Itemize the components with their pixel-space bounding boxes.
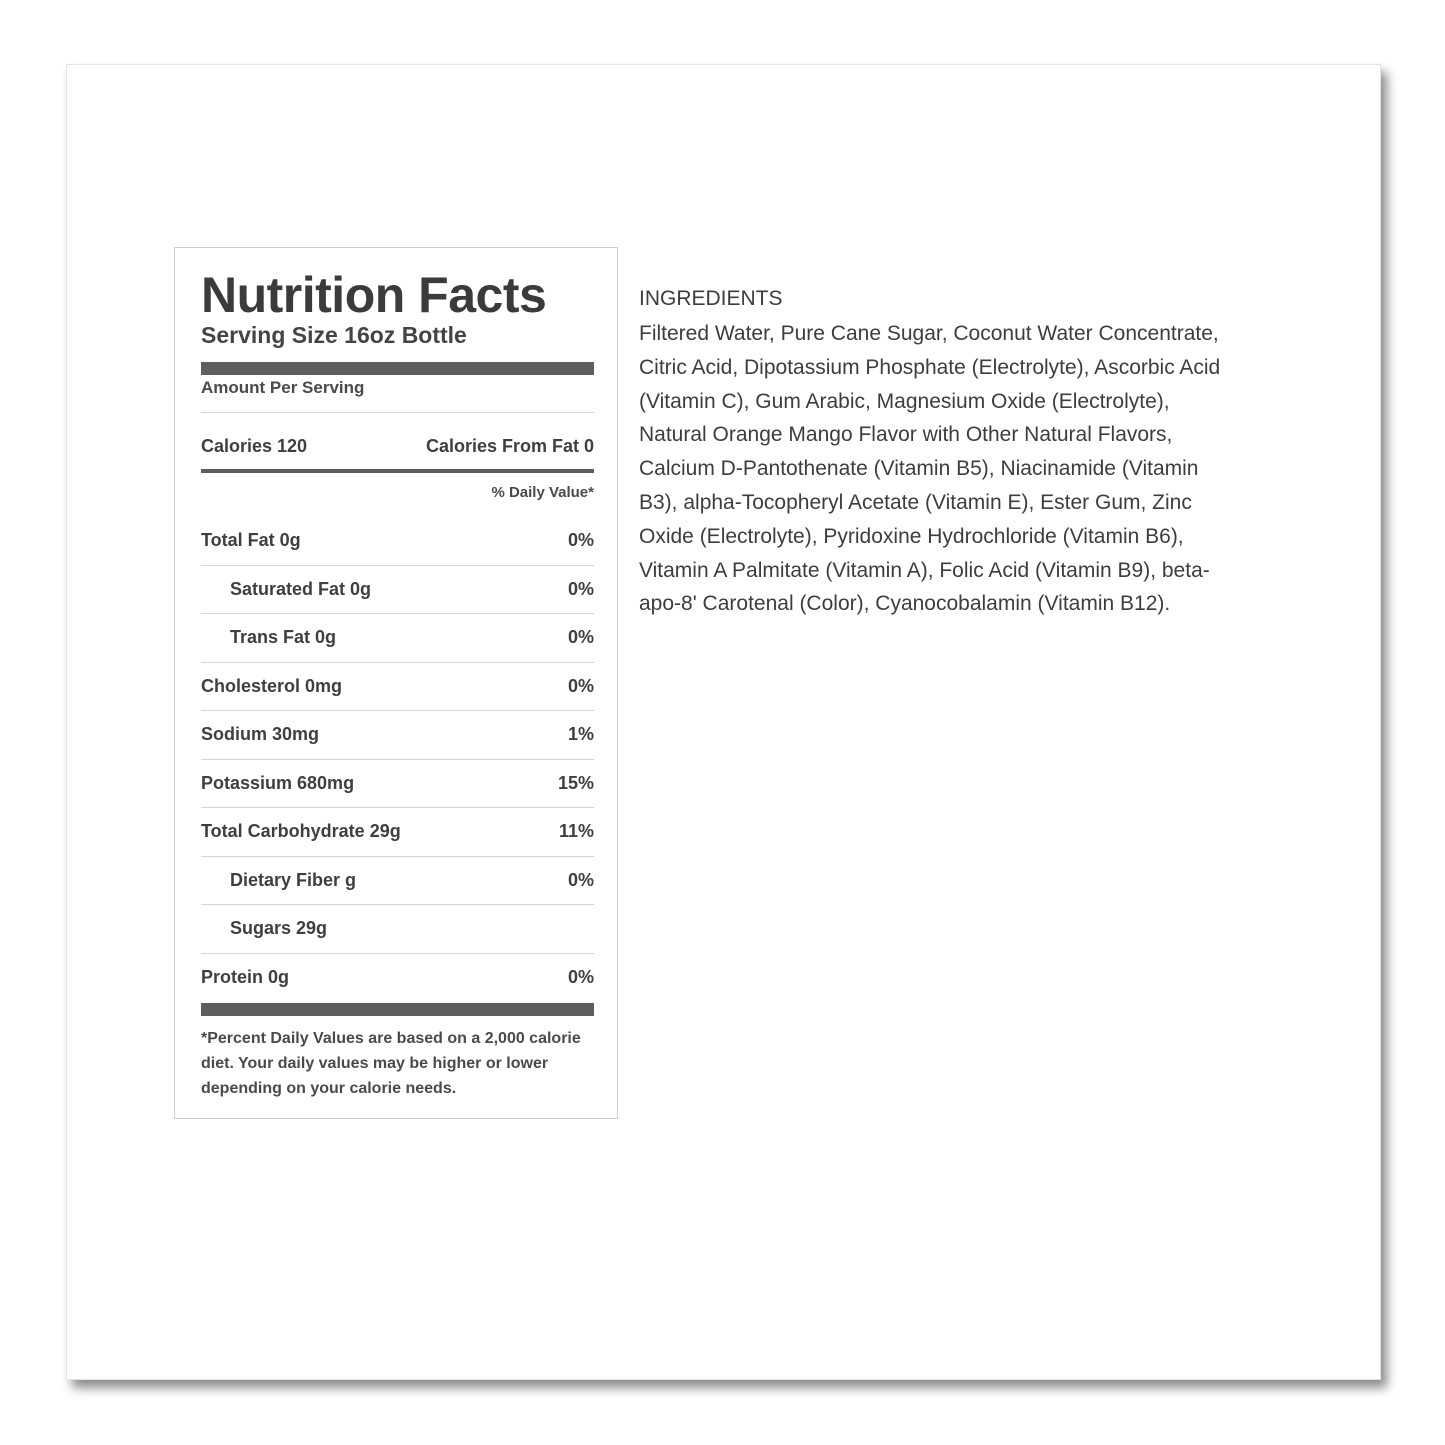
ingredients-heading: INGREDIENTS <box>639 287 783 310</box>
nutrient-daily-value: 0% <box>567 579 594 599</box>
nutrient-label: Sodium 30mg <box>201 724 320 744</box>
nutrient-row <box>201 627 594 653</box>
ingredients-line: Calcium D-Pantothenate (Vitamin B5), Niacinamide (Vitamin <box>639 457 1199 481</box>
nutrient-row <box>201 530 594 556</box>
divider <box>201 759 594 760</box>
nutrient-label: Potassium 680mg <box>201 773 355 793</box>
nutrient-label: Sugars 29g <box>230 918 328 938</box>
ingredients-line: B3), alpha-Tocopheryl Acetate (Vitamin E), Ester Gum, Zinc <box>639 490 1192 514</box>
nutrient-label: Protein 0g <box>201 967 290 987</box>
divider <box>201 662 594 663</box>
nutrient-daily-value: 15% <box>557 773 594 793</box>
nutrient-row <box>201 870 594 896</box>
serving-size: Serving Size 16oz Bottle <box>201 322 467 348</box>
thick-divider <box>201 362 594 375</box>
divider <box>201 412 594 413</box>
nutrient-row <box>201 773 594 799</box>
divider <box>201 710 594 711</box>
nutrient-label: Dietary Fiber g <box>230 870 357 890</box>
nutrient-daily-value: 0% <box>567 627 594 647</box>
nutrient-row <box>201 918 594 944</box>
nutrient-daily-value: 1% <box>567 724 594 744</box>
ingredients-line: Citric Acid, Dipotassium Phosphate (Electrolyte), Ascorbic Acid <box>639 355 1221 379</box>
ingredients-line: (Vitamin C), Gum Arabic, Magnesium Oxide (Electrolyte), <box>639 389 1170 413</box>
nutrient-label: Total Fat 0g <box>201 530 301 550</box>
nutrient-label: Trans Fat 0g <box>230 627 337 647</box>
nutrient-daily-value: 0% <box>567 870 594 890</box>
divider <box>201 613 594 614</box>
medium-divider <box>201 469 594 473</box>
nutrient-label: Total Carbohydrate 29g <box>201 821 401 841</box>
ingredients-line: Oxide (Electrolyte), Pyridoxine Hydrochloride (Vitamin B6), <box>639 524 1184 548</box>
nutrient-row <box>201 676 594 702</box>
calories-row <box>201 436 594 462</box>
nutrition-facts-title: Nutrition Facts <box>201 267 547 323</box>
daily-value-header: % Daily Value* <box>491 484 594 501</box>
amount-per-serving: Amount Per Serving <box>201 378 365 397</box>
daily-value-footnote: *Percent Daily Values are based on a 2,000 calorie diet. Your daily values may be higher or lower depending on your calorie needs. <box>201 1030 581 1097</box>
nutrient-daily-value: 0% <box>567 967 594 987</box>
nutrition-facts-panel <box>174 247 618 1119</box>
nutrient-daily-value: 11% <box>558 821 594 841</box>
ingredients-line: Natural Orange Mango Flavor with Other Natural Flavors, <box>639 423 1173 447</box>
calories: Calories 120 <box>201 436 308 456</box>
nutrient-row <box>201 821 594 847</box>
ingredients-section <box>639 284 1279 621</box>
divider <box>201 856 594 857</box>
nutrient-row <box>201 724 594 750</box>
nutrient-label: Saturated Fat 0g <box>230 579 372 599</box>
divider <box>201 565 594 566</box>
ingredients-line: Vitamin A Palmitate (Vitamin A), Folic Acid (Vitamin B9), beta- <box>639 558 1210 582</box>
nutrient-row <box>201 967 594 993</box>
divider <box>201 807 594 808</box>
thick-divider <box>201 1003 594 1016</box>
nutrient-row <box>201 579 594 605</box>
nutrient-daily-value: 0% <box>567 530 594 550</box>
divider <box>201 904 594 905</box>
calories-from-fat: Calories From Fat 0 <box>425 436 594 456</box>
ingredients-line: Filtered Water, Pure Cane Sugar, Coconut Water Concentrate, <box>639 322 1219 345</box>
ingredients-line: apo-8' Carotenal (Color), Cyanocobalamin (Vitamin B12). <box>639 592 1171 616</box>
divider <box>201 953 594 954</box>
nutrient-label: Cholesterol 0mg <box>201 676 343 696</box>
nutrient-daily-value: 0% <box>567 676 594 696</box>
